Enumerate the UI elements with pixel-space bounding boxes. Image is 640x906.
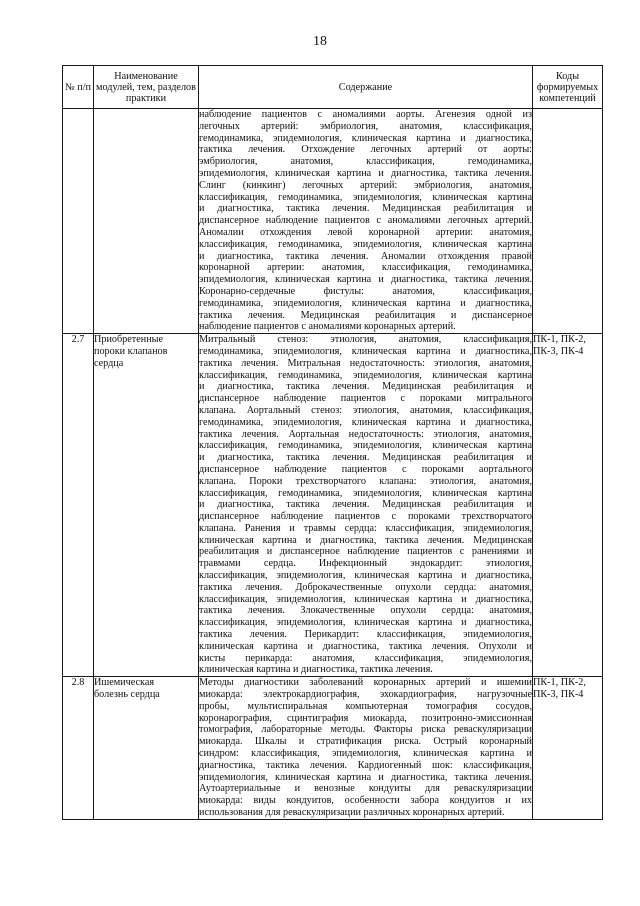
competency-code-line: ПК-3, ПК-4 (533, 689, 584, 701)
content-text (199, 334, 533, 677)
module-name (94, 109, 199, 334)
row-number (63, 109, 94, 334)
competency-codes (533, 334, 603, 677)
content-line: тактика лечения. Злокачественные опухоли сердца: анатомия, (199, 605, 532, 617)
content-line: гемодинамика, эпидемиология, клиническая картина и диагностика, (199, 345, 532, 357)
content-line: Аномалии отхождения левой коронарной артерии: анатомия, (199, 226, 532, 238)
content-line: Коронарно-сердечные фистулы: анатомия, классификация, (199, 285, 532, 297)
content-line: тактика лечения. Отхождение легочных артерий от аорты: (199, 144, 532, 156)
content-line: легочных артерий: эмбриология, анатомия, классификация, (199, 120, 532, 132)
module-name-line: болезнь сердца (94, 689, 160, 701)
table-header-row (63, 66, 603, 109)
module-name-line: Приобретенные (94, 334, 164, 346)
content-line: классификация, гемодинамика, эпидемиология, клиническая картина (199, 191, 532, 203)
content-line: Слинг (кинкинг) легочных артерий: эмбриология, анатомия, (199, 179, 532, 191)
content-line: травмами сердца. Инфекционный эндокардит: этиология, (199, 558, 532, 570)
content-line: коронарной артерии: анатомия, классификация, гемодинамика, (199, 262, 532, 274)
content-line: классификация, гемодинамика, эпидемиология, клиническая картина (199, 238, 532, 250)
content-line: коронарография, сцинтиграфия миокарда, позитронно-эмиссионная (199, 712, 532, 724)
row-number: 2.8 (63, 677, 94, 820)
row-number: 2.7 (63, 334, 94, 677)
content-line: кисты перикарда: анатомия, классификация, эпидемиология, (199, 652, 532, 664)
content-line: томография, лабораторные методы. Факторы риска реваскуляризации (199, 724, 532, 736)
competency-codes (533, 109, 603, 334)
content-line: наблюдение пациентов с аномалиями коронарных артерий. (199, 321, 456, 333)
content-line: тактика лечения. Перикардит: классификация, эпидемиология, (199, 629, 532, 641)
table-row (63, 334, 603, 677)
content-line: и диагностика, тактика лечения. Медицинская реабилитация и (199, 499, 532, 511)
content-line: и диагностика, тактика лечения. Медицинская реабилитация и (199, 203, 532, 215)
content-line: гемодинамика, эпидемиология, клиническая картина и диагностика, (199, 132, 532, 144)
content-line: клиническая картина и диагностика, тактика лечения. Опухоли и (199, 640, 532, 652)
content-line: диспансерное наблюдение пациентов с аномалиями легочных артерий. (199, 215, 532, 227)
content-line: диспансерное наблюдение пациентов с пороками аортального (199, 463, 532, 475)
content-line: классификация, эпидемиология, клиническая картина и диагностика, (199, 617, 532, 629)
header-content: Содержание (199, 66, 533, 109)
curriculum-table (62, 65, 603, 820)
content-line: тактика лечения. Медицинская реабилитация и диспансерное (199, 309, 532, 321)
content-line: миокарда: электрокардиография, эхокардиография, нагрузочные (199, 689, 532, 701)
content-line: классификация, гемодинамика, эпидемиология, клиническая картина (199, 440, 532, 452)
module-name-line: сердца (94, 357, 124, 369)
content-line: клапана. Пороки трехстворчатого клапана: этиология, анатомия, (199, 475, 532, 487)
content-text (199, 109, 533, 334)
content-line: тактика лечения. Доброкачественные опухоли сердца: анатомия, (199, 581, 532, 593)
table-body (63, 109, 603, 820)
module-name-line: Ишемическая (94, 677, 155, 689)
content-line: клапана. Ранения и травмы сердца: классификация, эпидемиология, (199, 522, 532, 534)
header-competency-codes: Коды формируемых компетенций (533, 66, 603, 109)
competency-code-line: ПК-1, ПК-2, (533, 334, 586, 346)
content-line: и диагностика, тактика лечения. Аномалии отхождения правой (199, 250, 532, 262)
content-line: тактика лечения. Митральная недостаточность: этиология, анатомия, (199, 357, 532, 369)
content-line: Аутоартериальные и венозные кондуиты для реваскуляризации (199, 783, 532, 795)
content-line: клиническая картина и диагностика, тактика лечения. Медицинская (199, 534, 532, 546)
content-line: использования для реваскуляризации различных коронарных артерий. (199, 807, 505, 819)
content-line: диспансерное наблюдение пациентов с пороками трехстворчатого (199, 511, 532, 523)
content-line: Митральный стеноз: этиология, анатомия, классификация, (199, 334, 532, 346)
content-line: Методы диагностики заболеваний коронарных артерий и ишемии (199, 677, 532, 689)
content-line: диагностика, тактика лечения. Кардиогенный шок: классификация, (199, 759, 532, 771)
content-line: миокарда. Шкалы и стратификация риска. Острый коронарный (199, 736, 532, 748)
content-line: эпидемиология, клиническая картина и диагностика, тактика лечения. (199, 167, 532, 179)
content-line: наблюдение пациентов с аномалиями аорты. Агенезия одной из (199, 109, 532, 120)
header-number: № п/п (63, 66, 94, 109)
content-line: классификация, гемодинамика, эпидемиология, клиническая картина (199, 487, 532, 499)
content-line: синдром: классификация, эпидемиология, клиническая картина и (199, 748, 532, 760)
competency-codes (533, 677, 603, 820)
competency-code-line: ПК-3, ПК-4 (533, 345, 584, 357)
table-row (63, 109, 603, 334)
module-name (94, 677, 199, 820)
content-text (199, 677, 533, 820)
table-row (63, 677, 603, 820)
content-line: и диагностика, тактика лечения. Медицинская реабилитация и (199, 452, 532, 464)
content-line: реабилитация и диспансерное наблюдение пациентов с ранениями и (199, 546, 532, 558)
content-line: тактика лечения. Аортальная недостаточность: этиология, анатомия, (199, 428, 532, 440)
content-line: миокарда: виды кондуитов, особенности забора кондуитов и их (199, 795, 532, 807)
content-line: пробы, мультиспиральная компьютерная томография сосудов, (199, 700, 532, 712)
content-line: клапана. Аортальный стеноз: этиология, анатомия, классификация, (199, 404, 532, 416)
content-line: гемодинамика, эпидемиология, клиническая картина и диагностика, (199, 416, 532, 428)
page-number: 18 (313, 34, 327, 49)
content-line: эпидемиология, клиническая картина и диагностика, тактика лечения. (199, 274, 532, 286)
content-line: диспансерное наблюдение пациентов с пороками митрального (199, 393, 532, 405)
content-line: классификация, эпидемиология, клиническая картина и диагностика, (199, 593, 532, 605)
content-line: эмбриология, анатомия, классификация, гемодинамика, (199, 156, 532, 168)
content-line: и диагностика, тактика лечения. Медицинская реабилитация и (199, 381, 532, 393)
competency-code-line: ПК-1, ПК-2, (533, 677, 586, 689)
content-line: клиническая картина и диагностика, тактика лечения. (199, 664, 433, 676)
module-name-line: пороки клапанов (94, 345, 168, 357)
module-name (94, 334, 199, 677)
content-line: гемодинамика, эпидемиология, клиническая картина и диагностика, (199, 297, 532, 309)
content-line: классификация, эпидемиология, клиническая картина и диагностика, (199, 570, 532, 582)
content-line: классификация, гемодинамика, эпидемиология, клиническая картина (199, 369, 532, 381)
content-line: эпидемиология, клиническая картина и диагностика, тактика лечения. (199, 771, 532, 783)
header-module-name: Наименование модулей, тем, разделов практики (94, 66, 199, 109)
